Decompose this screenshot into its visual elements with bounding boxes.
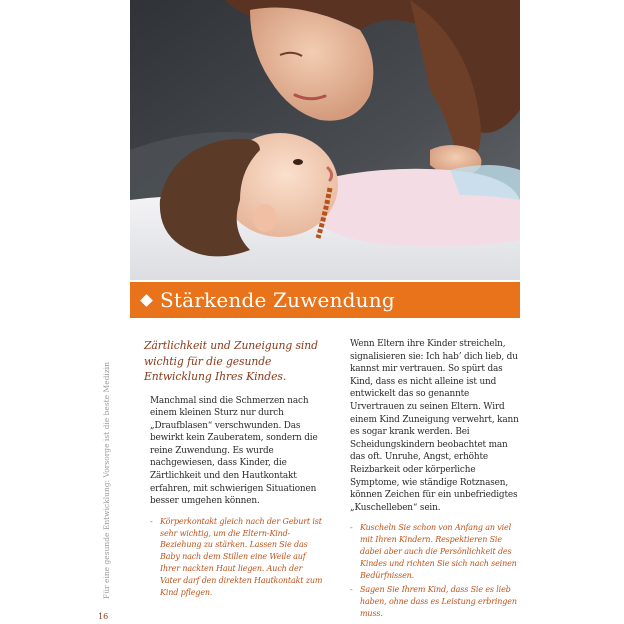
sidebar-running-title: Für eine gesunde Entwicklung: Vorsorge ist die beste Medizin: [102, 361, 111, 599]
dash-bullet-icon: -: [350, 523, 353, 533]
tip-item: [350, 584, 522, 619]
page-number: 16: [98, 612, 109, 621]
tips-list-right: [350, 522, 522, 619]
section-heading: Stärkende Zuwendung: [160, 288, 395, 312]
tip-text: Körperkontakt gleich nach der Geburt ist sehr wichtig, um die Eltern-Kind-Beziehung zu stärken. Lassen Sie das Baby nach dem Stillen eine Weile auf Ihrer nackten Haut liegen. Auch der Vater darf den direkten Hautkontakt zum Kind pflegen.: [160, 516, 323, 597]
dash-bullet-icon: -: [350, 585, 353, 595]
tip-item: [150, 516, 324, 599]
right-column: [350, 338, 522, 623]
mother-and-baby-photo-icon: [130, 0, 520, 280]
body-paragraph-right: Wenn Eltern ihre Kinder streicheln, signalisieren sie: Ich hab’ dich lieb, du kannst mir vertrauen. So spürt das Kind, dass es nicht alleine ist und entwickelt das so genannte Urvertrauen zu seinen Eltern. Wird einem Kind Zuneigung verwehrt, kann es sogar krank werden. Bei Scheidungskindern beobachtet man das oft. Unruhe, Angst, erhöhte Reizbarkeit oder körperliche Symptome, wie ständige Rotznasen, können Zeichen für ein unbefriedigtes „Kuschelleben“ sein.: [350, 339, 519, 513]
tip-text: Sagen Sie Ihrem Kind, dass Sie es lieb haben, ohne dass es Leistung erbringen muss.: [360, 585, 517, 618]
tip-item: [350, 522, 522, 581]
section-heading-banner: [130, 282, 520, 318]
diamond-bullet-icon: [140, 294, 153, 307]
tip-text: Kuscheln Sie schon von Anfang an viel mit Ihren Kindern. Respektieren Sie dabei aber auch die Persönlichkeit des Kindes und richten Sie sich nach seinen Bedürfnissen.: [360, 523, 517, 580]
mother-baby-photo: [130, 0, 520, 280]
tips-list-left: [150, 516, 324, 599]
body-paragraph-left: Manchmal sind die Schmerzen nach einem kleinen Sturz nur durch „Draufblasen“ verschwunden. Das bewirkt kein Zauberatem, sondern die reine Zuwendung. Es wurde nachgewiesen, dass Kinder, die Zärtlichkeit und den Hautkontakt erfahren, mit schwierigen Situationen besser umgehen können.: [150, 395, 318, 507]
intro-text: Zärtlichkeit und Zuneigung sind wichtig für die gesunde Entwicklung Ihres Kindes.: [144, 339, 318, 383]
left-column: [144, 338, 324, 601]
dash-bullet-icon: -: [150, 516, 153, 526]
